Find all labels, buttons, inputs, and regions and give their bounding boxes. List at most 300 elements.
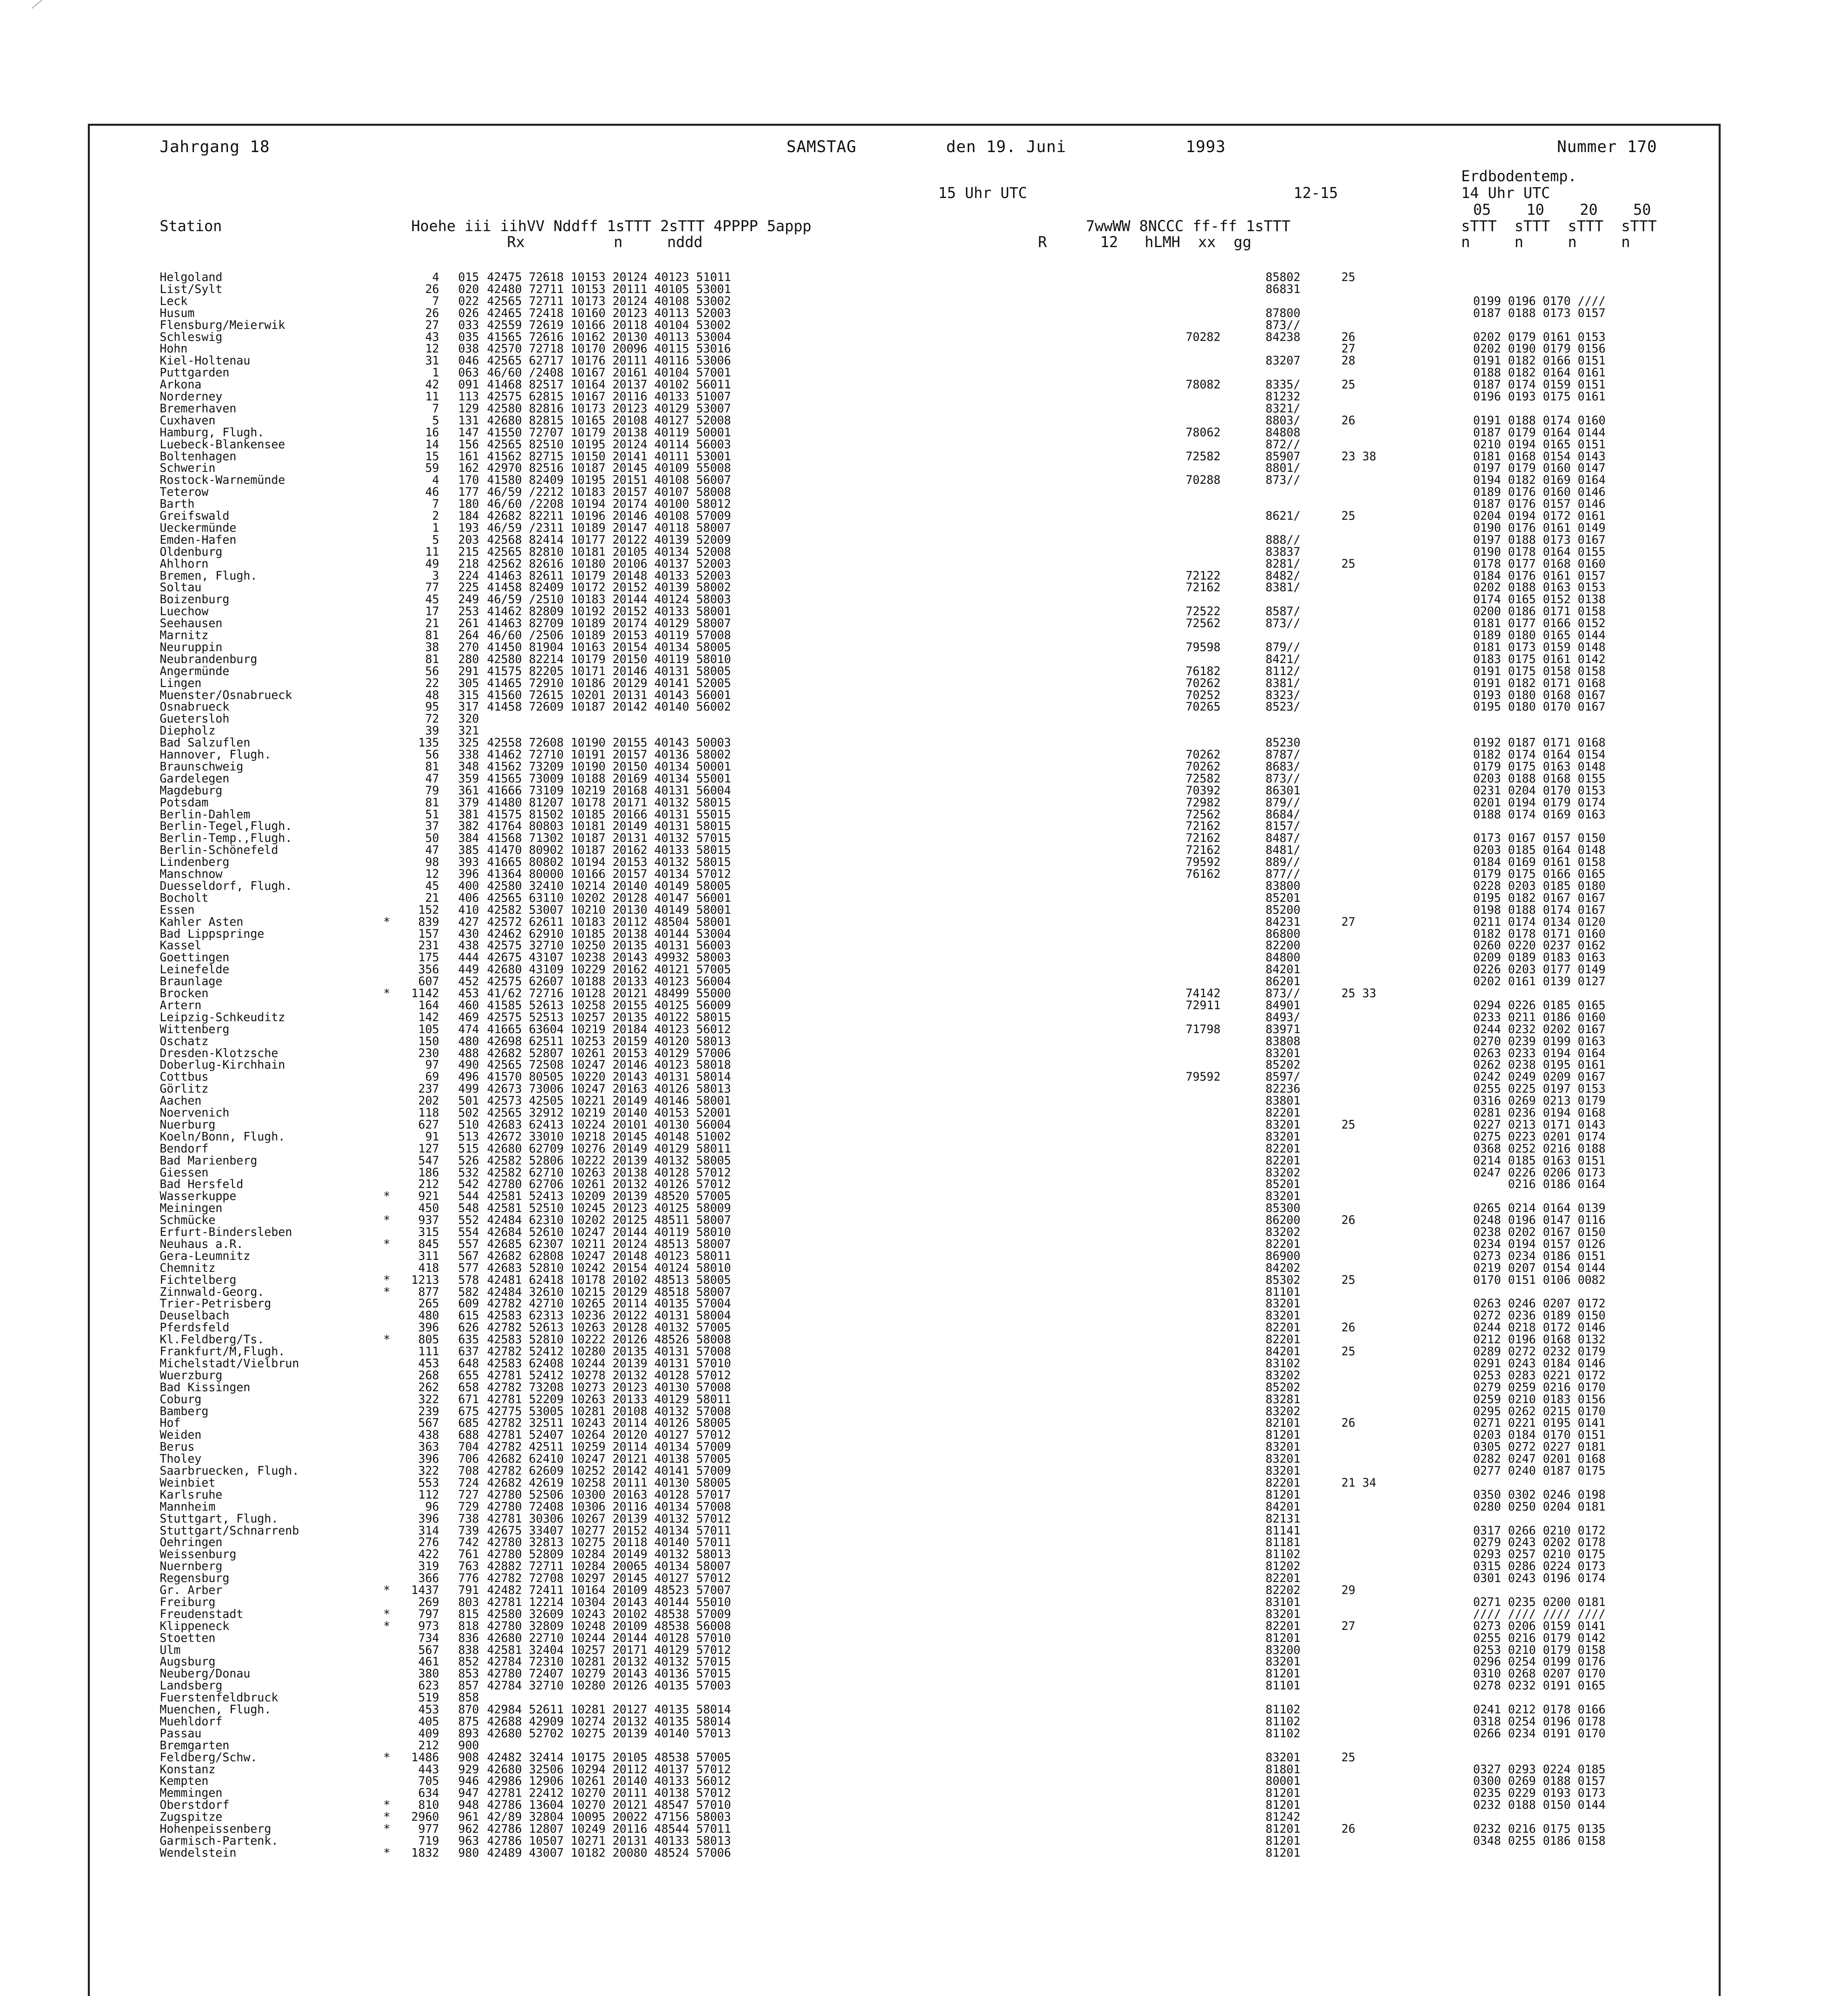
table-cell: Hannover, Flugh. xyxy=(160,748,271,761)
table-cell: 526 xyxy=(458,1153,479,1167)
table-cell: 0277 0240 0187 0175 xyxy=(1473,1464,1606,1477)
table-cell: Kahler Asten xyxy=(160,915,244,929)
table-cell: 72982 xyxy=(1186,795,1221,809)
table-cell: 42570 72718 10170 20096 40115 53016 xyxy=(487,342,731,356)
table-cell: 42782 42710 10265 20114 40135 57004 xyxy=(487,1297,731,1311)
table-cell: Boltenhagen xyxy=(160,449,237,463)
table-cell: 83200 xyxy=(1266,1643,1301,1657)
table-cell: 41562 73209 10190 20150 40134 50001 xyxy=(487,759,731,773)
table-cell: 70392 xyxy=(1186,783,1221,797)
table-cell: 0233 0211 0186 0160 xyxy=(1473,1010,1606,1024)
table-cell: 607 xyxy=(418,974,439,988)
table-cell: 82201 xyxy=(1266,1237,1301,1251)
table-cell: 127 xyxy=(418,1141,439,1155)
table-cell: 42575 32710 10250 20135 40131 56003 xyxy=(487,939,731,952)
table-cell: 671 xyxy=(458,1392,479,1406)
table-cell: 0194 0182 0169 0164 xyxy=(1473,473,1606,487)
table-cell: Braunschweig xyxy=(160,759,244,773)
table-cell: 41470 80902 10187 20162 40133 58015 xyxy=(487,843,731,857)
table-cell: 26 xyxy=(1341,413,1355,427)
table-cell: 0327 0293 0224 0185 xyxy=(1473,1762,1606,1776)
table-cell: 81201 xyxy=(1266,1834,1301,1847)
table-cell: 112 xyxy=(418,1487,439,1501)
table-cell: 1 xyxy=(432,521,439,535)
table-cell: 42780 52809 10284 20149 40132 58013 xyxy=(487,1547,731,1561)
table-cell: Noervenich xyxy=(160,1106,230,1119)
table-cell: 82202 xyxy=(1266,1583,1301,1597)
table-cell: Wuerzburg xyxy=(160,1368,223,1382)
table-cell: Klippeneck xyxy=(160,1619,230,1633)
table-cell: Osnabrueck xyxy=(160,700,230,714)
table-cell: 0174 0165 0152 0138 xyxy=(1473,592,1606,606)
table-cell: 212 xyxy=(418,1738,439,1752)
table-cell: 0253 0210 0179 0158 xyxy=(1473,1643,1606,1657)
issue-number: Nummer 170 xyxy=(1557,138,1657,156)
table-cell: 325 xyxy=(458,736,479,750)
table-cell: 12 xyxy=(425,342,439,356)
table-cell: Augsburg xyxy=(160,1655,216,1669)
table-cell: Marnitz xyxy=(160,628,209,642)
table-cell: 0317 0266 0210 0172 xyxy=(1473,1523,1606,1537)
table-cell: 0296 0254 0199 0176 xyxy=(1473,1655,1606,1669)
table-cell: 1437 xyxy=(411,1583,439,1597)
table-cell: 42685 62307 10211 20124 48513 58007 xyxy=(487,1237,731,1251)
table-cell: 42775 53005 10281 20108 40132 57008 xyxy=(487,1404,731,1418)
table-cell: 46/60 /2506 10189 20153 40119 57008 xyxy=(487,628,731,642)
table-cell: 42484 32610 10215 20129 48518 58007 xyxy=(487,1285,731,1299)
table-cell: 0318 0254 0196 0178 xyxy=(1473,1714,1606,1728)
table-cell: 634 xyxy=(418,1786,439,1800)
table-cell: 26 xyxy=(1341,1822,1355,1836)
table-cell: 648 xyxy=(458,1356,479,1370)
table-cell: Aachen xyxy=(160,1094,202,1108)
table-cell: 0350 0302 0246 0198 xyxy=(1473,1487,1606,1501)
table-cell: 265 xyxy=(418,1297,439,1311)
table-cell: 83201 xyxy=(1266,1750,1301,1764)
table-cell: 26 xyxy=(1341,330,1355,344)
table-cell: 82101 xyxy=(1266,1416,1301,1430)
table-cell: 46/59 /2212 10183 20157 40107 58008 xyxy=(487,485,731,499)
table-cell: 582 xyxy=(458,1285,479,1299)
table-cell: Hohenpeissenberg xyxy=(160,1822,271,1836)
table-cell: 42484 62310 10202 20125 48511 58007 xyxy=(487,1213,731,1227)
table-cell: 315 xyxy=(458,688,479,702)
table-cell: 78062 xyxy=(1186,425,1221,439)
table-cell: 83201 xyxy=(1266,1297,1301,1311)
table-cell: 83800 xyxy=(1266,879,1301,893)
table-cell: 875 xyxy=(458,1714,479,1728)
table-cell: 41568 71302 10187 20131 40132 57015 xyxy=(487,831,731,845)
table-cell: 42780 32809 10248 20109 48538 56008 xyxy=(487,1619,731,1633)
table-cell: 81201 xyxy=(1266,1487,1301,1501)
table-cell: 51 xyxy=(425,807,439,821)
table-cell: Bremgarten xyxy=(160,1738,230,1752)
table-cell: 85300 xyxy=(1266,1201,1301,1215)
table-cell: 8683/ xyxy=(1266,759,1301,773)
table-cell: 48 xyxy=(425,688,439,702)
table-cell: 86201 xyxy=(1266,974,1301,988)
table-cell: 81102 xyxy=(1266,1714,1301,1728)
table-cell: 0184 0176 0161 0157 xyxy=(1473,568,1606,582)
table-cell: 8621/ xyxy=(1266,509,1301,523)
table-cell: 554 xyxy=(458,1225,479,1239)
table-cell: 0191 0175 0158 0158 xyxy=(1473,664,1606,678)
table-cell: 161 xyxy=(458,449,479,463)
table-cell: Michelstadt/Vielbrun xyxy=(160,1356,299,1370)
table-cell: 17 xyxy=(425,604,439,618)
table-cell: 25 xyxy=(1341,509,1355,523)
table-cell: Frankfurt/M,Flugh. xyxy=(160,1345,285,1358)
table-cell: 873// xyxy=(1266,318,1301,332)
table-cell: 84231 xyxy=(1266,915,1301,929)
table-cell: 42583 62408 10244 20139 40131 57010 xyxy=(487,1356,731,1370)
table-cell: 519 xyxy=(418,1691,439,1705)
table-cell: 0273 0234 0186 0151 xyxy=(1473,1249,1606,1263)
table-cell: 47 xyxy=(425,771,439,785)
table-cell: 382 xyxy=(458,819,479,833)
table-cell: 42675 33407 10277 20152 40134 57011 xyxy=(487,1523,731,1537)
table-cell: 805 xyxy=(418,1333,439,1347)
table-cell: 27 xyxy=(425,318,439,332)
table-cell: 396 xyxy=(418,1321,439,1335)
table-cell: 70265 xyxy=(1186,700,1221,714)
table-cell: 41565 73009 10188 20169 40134 55001 xyxy=(487,771,731,785)
table-cell: 791 xyxy=(458,1583,479,1597)
table-cell: 724 xyxy=(458,1475,479,1489)
table-cell: 96 xyxy=(425,1499,439,1513)
table-cell: 42782 72708 10297 20145 40127 57012 xyxy=(487,1571,731,1585)
table-cell: 84201 xyxy=(1266,962,1301,976)
table-cell: 38 xyxy=(425,640,439,654)
table-cell: Gr. Arber xyxy=(160,1583,223,1597)
table-cell: Neuruppin xyxy=(160,640,223,654)
table-cell: 150 xyxy=(418,1034,439,1048)
table-cell: 23 38 xyxy=(1341,449,1377,463)
table-cell: Bad Lippspringe xyxy=(160,927,264,941)
table-cell: 177 xyxy=(458,485,479,499)
table-cell: 8482/ xyxy=(1266,568,1301,582)
table-cell: 548 xyxy=(458,1201,479,1215)
table-cell: 567 xyxy=(418,1643,439,1657)
table-cell: 8321/ xyxy=(1266,401,1301,415)
table-cell: 515 xyxy=(458,1141,479,1155)
table-cell: 26 xyxy=(1341,1416,1355,1430)
table-cell: 0211 0174 0134 0120 xyxy=(1473,915,1606,929)
table-cell: 83202 xyxy=(1266,1225,1301,1239)
table-cell: 870 xyxy=(458,1703,479,1716)
table-cell: 0191 0182 0171 0168 xyxy=(1473,676,1606,690)
table-cell: 8801/ xyxy=(1266,461,1301,475)
soil-code-subheading: n n n n xyxy=(1461,234,1630,251)
table-cell: 0255 0225 0197 0153 xyxy=(1473,1082,1606,1096)
table-cell: 70262 xyxy=(1186,676,1221,690)
table-cell: Saarbruecken, Flugh. xyxy=(160,1464,299,1477)
table-cell: 86301 xyxy=(1266,783,1301,797)
table-cell: 42680 52702 10275 20139 40140 57013 xyxy=(487,1726,731,1740)
table-cell: 83207 xyxy=(1266,354,1301,368)
table-cell: 212 xyxy=(418,1177,439,1191)
table-cell: 186 xyxy=(418,1165,439,1179)
table-cell: * xyxy=(383,1846,390,1859)
table-cell: Cottbus xyxy=(160,1070,209,1084)
table-cell: 0244 0232 0202 0167 xyxy=(1473,1022,1606,1036)
table-cell: 872// xyxy=(1266,437,1301,451)
table-cell: 21 34 xyxy=(1341,1475,1377,1489)
table-cell: 502 xyxy=(458,1106,479,1119)
table-cell: 142 xyxy=(418,1010,439,1024)
table-cell: 97 xyxy=(425,1058,439,1072)
table-cell: 42680 32506 10294 20112 40137 57012 xyxy=(487,1762,731,1776)
table-cell: 719 xyxy=(418,1834,439,1847)
table-cell: Nuernberg xyxy=(160,1559,223,1573)
table-cell: 70282 xyxy=(1186,330,1221,344)
table-cell: 0187 0176 0157 0146 xyxy=(1473,497,1606,511)
table-cell: 84808 xyxy=(1266,425,1301,439)
table-cell: 47 xyxy=(425,843,439,857)
table-cell: Ulm xyxy=(160,1643,181,1657)
table-cell: Arkona xyxy=(160,378,202,392)
table-cell: 81801 xyxy=(1266,1762,1301,1776)
table-cell: 42575 62607 10188 20133 40123 56004 xyxy=(487,974,731,988)
table-cell: 42573 42505 10221 20149 40146 58001 xyxy=(487,1094,731,1108)
table-cell: 42562 82616 10180 20106 40137 52003 xyxy=(487,556,731,570)
table-cell: Doberlug-Kirchhain xyxy=(160,1058,285,1072)
table-cell: 8803/ xyxy=(1266,413,1301,427)
table-cell: 0271 0221 0195 0141 xyxy=(1473,1416,1606,1430)
table-cell: 0234 0194 0157 0126 xyxy=(1473,1237,1606,1251)
table-cell: 39 xyxy=(425,724,439,738)
table-cell: 83201 xyxy=(1266,1117,1301,1131)
table-cell: 72 xyxy=(425,712,439,726)
table-cell: 8157/ xyxy=(1266,819,1301,833)
table-cell: 42782 62609 10252 20142 40141 57009 xyxy=(487,1464,731,1477)
table-cell: 810 xyxy=(418,1798,439,1812)
table-cell: 83101 xyxy=(1266,1595,1301,1609)
table-cell: 25 xyxy=(1341,378,1355,392)
table-cell: 908 xyxy=(458,1750,479,1764)
table-cell: Barth xyxy=(160,497,195,511)
table-cell: 81102 xyxy=(1266,1726,1301,1740)
table-cell: 322 xyxy=(418,1392,439,1406)
soil-code-heading: sTTT sTTT sTTT sTTT xyxy=(1461,218,1657,235)
table-cell: 42565 63110 10202 20128 40147 56001 xyxy=(487,891,731,905)
table-cell: 164 xyxy=(418,998,439,1012)
table-cell: Bad Kissingen xyxy=(160,1380,250,1394)
table-cell: Zugspitze xyxy=(160,1810,223,1824)
table-cell: 317 xyxy=(458,700,479,714)
table-cell: Essen xyxy=(160,903,195,917)
table-cell: 7 xyxy=(432,497,439,511)
table-cell: 253 xyxy=(458,604,479,618)
table-cell: 42565 82810 10181 20105 40134 52008 xyxy=(487,545,731,558)
table-cell: 0214 0185 0163 0151 xyxy=(1473,1153,1606,1167)
table-cell: 81242 xyxy=(1266,1810,1301,1824)
table-cell: 815 xyxy=(458,1607,479,1621)
table-cell: 21 xyxy=(425,616,439,630)
table-cell: 193 xyxy=(458,521,479,535)
table-cell: 42558 72608 10190 20155 40143 50003 xyxy=(487,736,731,750)
table-cell: Schwerin xyxy=(160,461,216,475)
table-cell: Bremen, Flugh. xyxy=(160,568,257,582)
table-cell: 7 xyxy=(432,294,439,308)
table-cell: 873// xyxy=(1266,616,1301,630)
table-cell: 42682 82211 10196 20146 40108 57009 xyxy=(487,509,731,523)
table-cell: 83201 xyxy=(1266,1046,1301,1060)
table-cell: Bad Salzuflen xyxy=(160,736,250,750)
table-cell: 84201 xyxy=(1266,1499,1301,1513)
table-cell: 4 xyxy=(432,473,439,487)
table-cell: 83201 xyxy=(1266,1464,1301,1477)
table-cell: 26 xyxy=(425,282,439,296)
table-cell: 0184 0169 0161 0158 xyxy=(1473,855,1606,869)
table-cell: 42565 82510 10195 20124 40114 56003 xyxy=(487,437,731,451)
table-cell: 704 xyxy=(458,1440,479,1454)
table-cell: 42680 62709 10276 20149 40129 58011 xyxy=(487,1141,731,1155)
table-cell: 41575 81502 10185 20166 40131 55015 xyxy=(487,807,731,821)
table-cell: 8481/ xyxy=(1266,843,1301,857)
code-heading-right: 7wwWW 8NCCC ff-ff 1sTTT xyxy=(1086,218,1291,235)
table-cell: 0182 0174 0164 0154 xyxy=(1473,748,1606,761)
table-cell: 42781 30306 10267 20139 40132 57012 xyxy=(487,1511,731,1525)
table-cell: Giessen xyxy=(160,1165,209,1179)
table-cell: Stuttgart, Flugh. xyxy=(160,1511,278,1525)
table-cell: 42782 42511 10259 20114 40134 57009 xyxy=(487,1440,731,1454)
table-cell: Brocken xyxy=(160,986,209,1000)
table-cell: 443 xyxy=(418,1762,439,1776)
table-cell: Goettingen xyxy=(160,950,230,964)
station-heading: Station xyxy=(160,218,222,235)
table-cell: Landsberg xyxy=(160,1679,223,1693)
table-cell: 0202 0188 0163 0153 xyxy=(1473,580,1606,594)
table-cell: 946 xyxy=(458,1774,479,1788)
table-cell: 72162 xyxy=(1186,580,1221,594)
table-cell: 84800 xyxy=(1266,950,1301,964)
table-cell: 42780 32813 10275 20118 40140 57011 xyxy=(487,1535,731,1549)
table-cell: 380 xyxy=(418,1667,439,1681)
table-cell: 379 xyxy=(458,795,479,809)
table-cell: 626 xyxy=(458,1321,479,1335)
table-cell: 82201 xyxy=(1266,1619,1301,1633)
table-cell: Wasserkuppe xyxy=(160,1189,237,1203)
table-cell: 42780 72407 10279 20143 40136 57015 xyxy=(487,1667,731,1681)
table-cell: 42/89 32804 10095 20022 47156 58003 xyxy=(487,1810,731,1824)
table-cell: 962 xyxy=(458,1822,479,1836)
table-cell: 0301 0243 0196 0174 xyxy=(1473,1571,1606,1585)
table-cell: 836 xyxy=(458,1631,479,1645)
table-cell: 0191 0188 0174 0160 xyxy=(1473,413,1606,427)
table-cell: * xyxy=(383,1619,390,1633)
table-cell: Feldberg/Schw. xyxy=(160,1750,257,1764)
table-cell: 427 xyxy=(458,915,479,929)
table-cell: 0279 0243 0202 0178 xyxy=(1473,1535,1606,1549)
period-heading: 12-15 xyxy=(1293,184,1338,202)
table-cell: 803 xyxy=(458,1595,479,1609)
table-cell: 82201 xyxy=(1266,1333,1301,1347)
table-cell: 12 xyxy=(425,867,439,881)
table-cell: 41665 80802 10194 20153 40132 58015 xyxy=(487,855,731,869)
table-cell: Kl.Feldberg/Ts. xyxy=(160,1333,264,1347)
table-cell: 0187 0174 0159 0151 xyxy=(1473,378,1606,392)
table-cell: 42475 72618 10153 20124 40123 51011 xyxy=(487,270,731,284)
table-cell: 83102 xyxy=(1266,1356,1301,1370)
table-cell: 81 xyxy=(425,628,439,642)
table-cell: 577 xyxy=(458,1261,479,1275)
table-cell: 655 xyxy=(458,1368,479,1382)
table-cell: Berus xyxy=(160,1440,195,1454)
table-cell: 0305 0272 0227 0181 xyxy=(1473,1440,1606,1454)
table-cell: 42583 62313 10236 20122 40131 58004 xyxy=(487,1309,731,1323)
table-cell: 41/62 72716 10128 20121 48499 55000 xyxy=(487,986,731,1000)
table-cell: 42465 72418 10160 20123 40113 52003 xyxy=(487,306,731,320)
table-cell: 0189 0180 0165 0144 xyxy=(1473,628,1606,642)
table-cell: 567 xyxy=(418,1416,439,1430)
table-cell: 98 xyxy=(425,855,439,869)
table-cell: 83202 xyxy=(1266,1404,1301,1418)
table-cell: Oschatz xyxy=(160,1034,209,1048)
table-cell: 0204 0194 0172 0161 xyxy=(1473,509,1606,523)
table-cell: Duesseldorf, Flugh. xyxy=(160,879,292,893)
table-cell: 42682 52807 10261 20153 40129 57006 xyxy=(487,1046,731,1060)
table-cell: 490 xyxy=(458,1058,479,1072)
soil-time-heading: 14 Uhr UTC xyxy=(1461,184,1550,202)
table-cell: Nuerburg xyxy=(160,1117,216,1131)
table-cell: 0181 0168 0154 0143 xyxy=(1473,449,1606,463)
table-cell: 8787/ xyxy=(1266,748,1301,761)
table-cell: Neubrandenburg xyxy=(160,652,257,666)
table-cell: Coburg xyxy=(160,1392,202,1406)
table-cell: List/Sylt xyxy=(160,282,223,296)
table-cell: * xyxy=(383,1237,390,1251)
table-cell: 947 xyxy=(458,1786,479,1800)
table-cell: 82201 xyxy=(1266,1141,1301,1155)
table-cell: Karlsruhe xyxy=(160,1487,223,1501)
table-cell: 818 xyxy=(458,1619,479,1633)
table-cell: 42581 52413 10209 20139 48520 57005 xyxy=(487,1189,731,1203)
table-cell: 4 xyxy=(432,270,439,284)
table-cell: Boizenburg xyxy=(160,592,230,606)
table-cell: 42986 12906 10261 20140 40133 56012 xyxy=(487,1774,731,1788)
table-cell: 249 xyxy=(458,592,479,606)
table-cell: Soltau xyxy=(160,580,202,594)
table-cell: 225 xyxy=(458,580,479,594)
table-cell: 348 xyxy=(458,759,479,773)
table-cell: Norderney xyxy=(160,390,223,403)
table-cell: Teterow xyxy=(160,485,209,499)
table-cell: 231 xyxy=(418,939,439,952)
table-cell: 0202 0190 0179 0156 xyxy=(1473,342,1606,356)
table-cell: Weissenburg xyxy=(160,1547,237,1561)
table-cell: 42780 72408 10306 20116 40134 57008 xyxy=(487,1499,731,1513)
table-cell: 015 xyxy=(458,270,479,284)
table-cell: Trier-Petrisberg xyxy=(160,1297,271,1311)
table-cell: 319 xyxy=(418,1559,439,1573)
table-cell: 8323/ xyxy=(1266,688,1301,702)
table-cell: 70262 xyxy=(1186,759,1221,773)
table-cell: 0203 0188 0168 0155 xyxy=(1473,771,1606,785)
table-cell: 83801 xyxy=(1266,1094,1301,1108)
table-cell: 658 xyxy=(458,1380,479,1394)
table-cell: 0263 0246 0207 0172 xyxy=(1473,1297,1606,1311)
table-cell: 82201 xyxy=(1266,1571,1301,1585)
table-cell: 0271 0235 0200 0181 xyxy=(1473,1595,1606,1609)
table-cell: 26 xyxy=(1341,1213,1355,1227)
table-cell: 0193 0180 0168 0167 xyxy=(1473,688,1606,702)
table-cell: Muenster/Osnabrueck xyxy=(160,688,292,702)
table-cell: 42672 33010 10218 20145 40148 51002 xyxy=(487,1129,731,1143)
table-cell: 361 xyxy=(458,783,479,797)
table-cell: 8381/ xyxy=(1266,580,1301,594)
table-cell: 0244 0218 0172 0146 xyxy=(1473,1321,1606,1335)
